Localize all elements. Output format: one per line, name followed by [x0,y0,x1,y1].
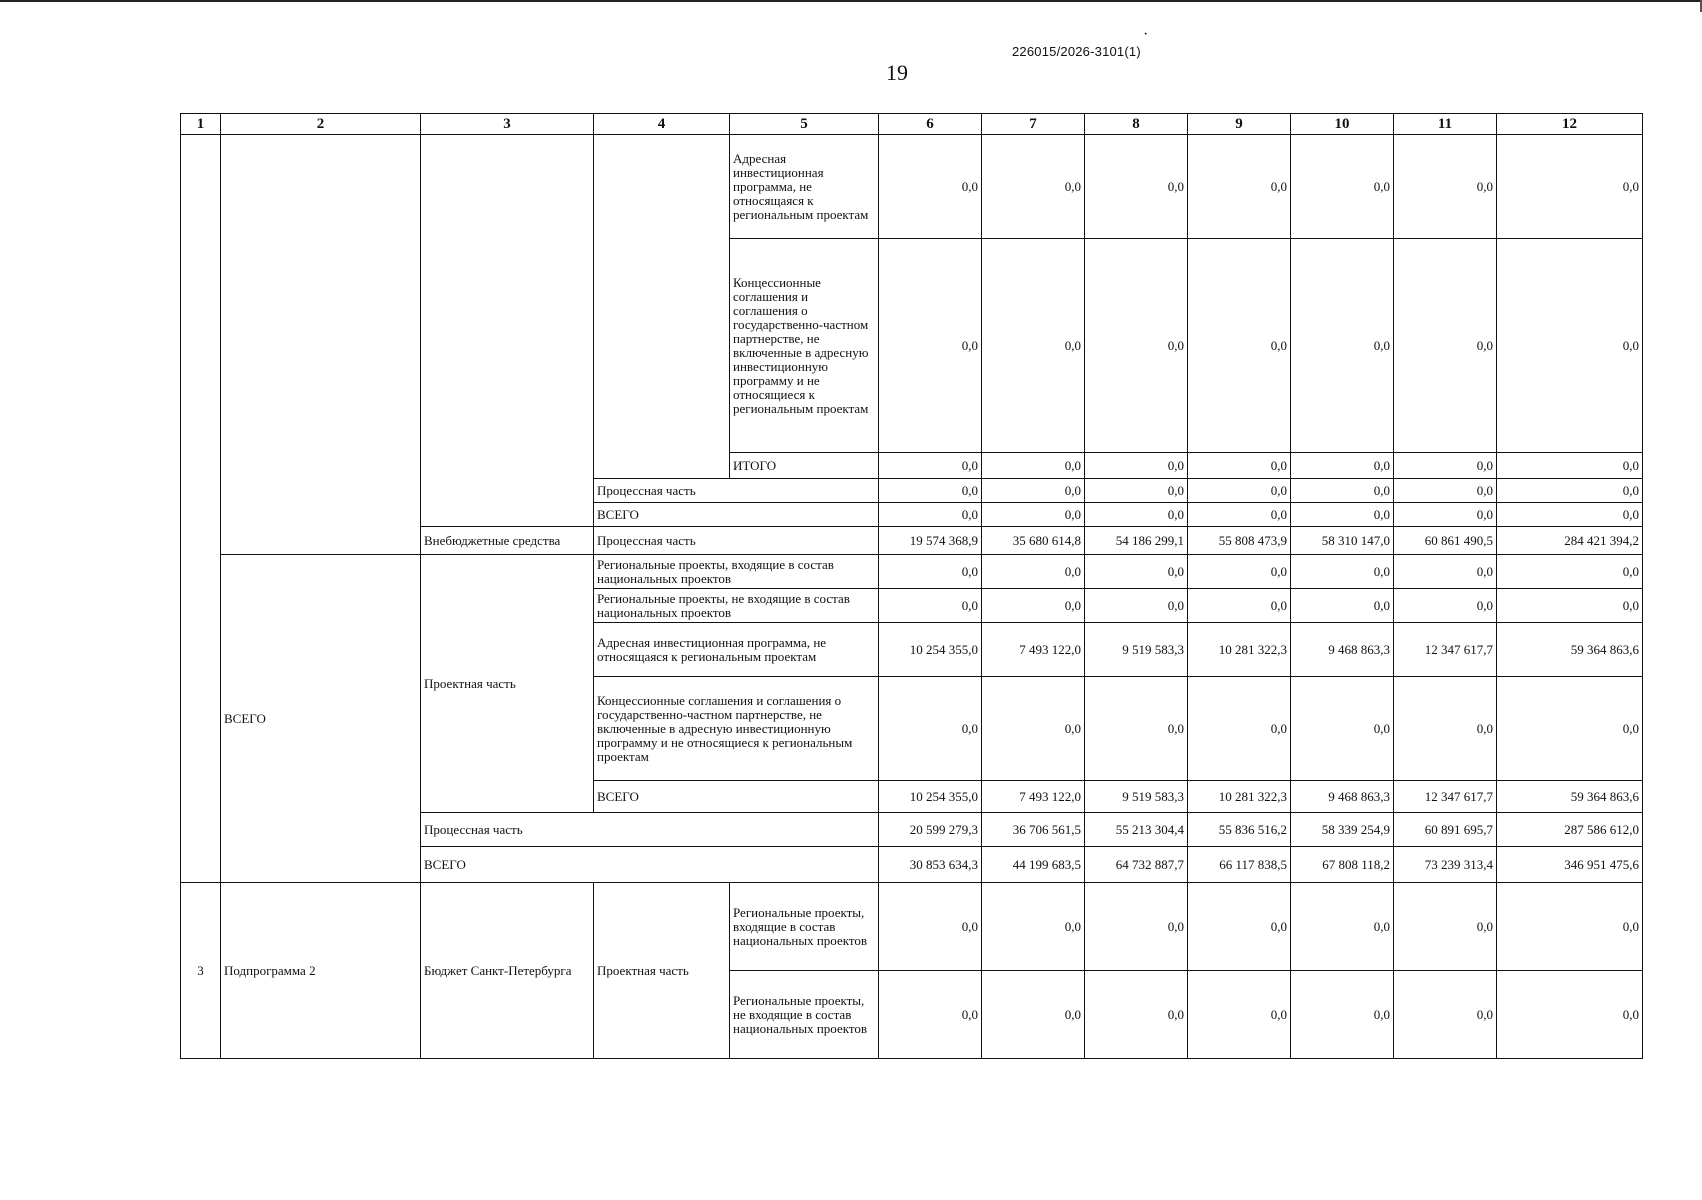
row-label: ВСЕГО [594,503,879,527]
value-cell: 0,0 [982,503,1085,527]
value-cell: 0,0 [982,453,1085,479]
row-label: Концессионные соглашения и соглашения о государственно-частном партнерстве, не включенные в адресную инвестиционную программу и не относящиеся к региональным проектам [594,677,879,781]
source-cell-continued [421,135,594,527]
value-cell: 0,0 [1188,883,1291,971]
financing-table [180,113,1643,1059]
value-cell: 0,0 [1291,479,1394,503]
value-cell: 9 468 863,3 [1291,781,1394,813]
value-cell: 0,0 [879,589,982,623]
value-cell: 0,0 [1085,971,1188,1059]
value-cell: 0,0 [1497,479,1643,503]
value-cell: 0,0 [879,971,982,1059]
page-number: 19 [886,60,908,85]
value-cell: 0,0 [1188,971,1291,1059]
column-number-row [181,114,1643,135]
value-cell: 20 599 279,3 [879,813,982,847]
column-number: 8 [1085,114,1188,135]
value-cell: 58 310 147,0 [1291,527,1394,555]
value-cell: 0,0 [982,589,1085,623]
value-cell: 0,0 [1188,589,1291,623]
row-label: Региональные проекты, не входящие в состав национальных проектов [594,589,879,623]
value-cell: 0,0 [1085,453,1188,479]
value-cell: 0,0 [1497,677,1643,781]
value-cell: 36 706 561,5 [982,813,1085,847]
column-number: 1 [181,114,221,135]
value-cell: 284 421 394,2 [1497,527,1643,555]
value-cell: 35 680 614,8 [982,527,1085,555]
value-cell: 0,0 [1085,677,1188,781]
value-cell: 55 213 304,4 [1085,813,1188,847]
value-cell: 9 519 583,3 [1085,623,1188,677]
value-cell: 0,0 [1291,503,1394,527]
value-cell: 0,0 [1394,453,1497,479]
document-id: 226015/2026-3101(1) [1012,44,1141,59]
value-cell: 0,0 [982,677,1085,781]
row-label: Адресная инвестиционная программа, не относящаяся к региональным проектам [594,623,879,677]
part-label: Проектная часть [594,883,730,1059]
row-label: Региональные проекты, входящие в состав национальных проектов [594,555,879,589]
value-cell: 0,0 [1497,503,1643,527]
column-number: 6 [879,114,982,135]
column-number: 11 [1394,114,1497,135]
value-cell: 0,0 [1188,479,1291,503]
value-cell: 0,0 [879,677,982,781]
value-cell: 0,0 [879,883,982,971]
value-cell: 54 186 299,1 [1085,527,1188,555]
value-cell: 0,0 [1188,135,1291,239]
table-row [181,883,1643,971]
value-cell: 0,0 [1497,589,1643,623]
value-cell: 66 117 838,5 [1188,847,1291,883]
value-cell: 0,0 [1497,883,1643,971]
value-cell: 0,0 [1394,589,1497,623]
value-cell: 0,0 [982,971,1085,1059]
value-cell: 0,0 [1188,239,1291,453]
value-cell: 9 519 583,3 [1085,781,1188,813]
value-cell: 60 891 695,7 [1394,813,1497,847]
value-cell: 0,0 [1291,883,1394,971]
value-cell: 0,0 [1085,589,1188,623]
value-cell: 0,0 [1085,135,1188,239]
part-label: Проектная часть [421,555,594,813]
row-label: Концессионные соглашения и соглашения о государственно-частном партнерстве, не включенные в адресную инвестиционную программу и не относящиеся к региональным проектам [730,239,879,453]
page-edge-line [0,0,1702,2]
value-cell: 0,0 [982,883,1085,971]
value-cell: 0,0 [1497,971,1643,1059]
row-number-cell [181,135,221,883]
program-label: ВСЕГО [221,555,421,883]
value-cell: 60 861 490,5 [1394,527,1497,555]
value-cell: 30 853 634,3 [879,847,982,883]
value-cell: 0,0 [879,555,982,589]
value-cell: 0,0 [1291,589,1394,623]
value-cell: 55 808 473,9 [1188,527,1291,555]
value-cell: 0,0 [1497,555,1643,589]
value-cell: 58 339 254,9 [1291,813,1394,847]
program-cell-continued [221,135,421,555]
value-cell: 0,0 [1291,239,1394,453]
row-label: Региональные проекты, входящие в состав национальных проектов [730,883,879,971]
table-row [181,555,1643,589]
source-label: Бюджет Санкт-Петербурга [421,883,594,1059]
value-cell: 0,0 [1188,555,1291,589]
value-cell: 64 732 887,7 [1085,847,1188,883]
row-number: 3 [181,883,221,1059]
value-cell: 346 951 475,6 [1497,847,1643,883]
value-cell: 10 281 322,3 [1188,623,1291,677]
value-cell: 0,0 [1188,503,1291,527]
value-cell: 0,0 [1394,677,1497,781]
stray-mark: · [1143,26,1149,43]
table-row [181,135,1643,239]
program-label: Подпрограмма 2 [221,883,421,1059]
value-cell: 0,0 [1497,239,1643,453]
value-cell: 287 586 612,0 [1497,813,1643,847]
value-cell: 19 574 368,9 [879,527,982,555]
value-cell: 59 364 863,6 [1497,623,1643,677]
value-cell: 10 281 322,3 [1188,781,1291,813]
value-cell: 0,0 [879,453,982,479]
row-label: ВСЕГО [421,847,879,883]
value-cell: 0,0 [1291,971,1394,1059]
value-cell: 0,0 [982,135,1085,239]
value-cell: 67 808 118,2 [1291,847,1394,883]
value-cell: 0,0 [1394,503,1497,527]
value-cell: 0,0 [1394,135,1497,239]
value-cell: 0,0 [1394,883,1497,971]
row-label: ИТОГО [730,453,879,479]
column-number: 4 [594,114,730,135]
value-cell: 0,0 [1394,479,1497,503]
value-cell: 0,0 [982,555,1085,589]
value-cell: 10 254 355,0 [879,623,982,677]
value-cell: 0,0 [879,503,982,527]
value-cell: 0,0 [1291,555,1394,589]
column-number: 2 [221,114,421,135]
value-cell: 0,0 [1085,503,1188,527]
value-cell: 0,0 [1291,135,1394,239]
value-cell: 0,0 [879,135,982,239]
value-cell: 0,0 [1291,453,1394,479]
value-cell: 0,0 [982,239,1085,453]
column-number: 3 [421,114,594,135]
value-cell: 0,0 [1394,555,1497,589]
value-cell: 0,0 [1188,453,1291,479]
value-cell: 0,0 [1085,883,1188,971]
value-cell: 0,0 [1188,677,1291,781]
value-cell: 12 347 617,7 [1394,781,1497,813]
value-cell: 7 493 122,0 [982,623,1085,677]
row-label: Адресная инвестиционная программа, не относящаяся к региональным проектам [730,135,879,239]
value-cell: 0,0 [879,239,982,453]
column-number: 10 [1291,114,1394,135]
value-cell: 0,0 [1085,239,1188,453]
column-number: 5 [730,114,879,135]
column-number: 7 [982,114,1085,135]
value-cell: 59 364 863,6 [1497,781,1643,813]
value-cell: 10 254 355,0 [879,781,982,813]
value-cell: 0,0 [1497,453,1643,479]
row-label: Процессная часть [421,813,879,847]
value-cell: 0,0 [1497,135,1643,239]
value-cell: 0,0 [1394,239,1497,453]
column-number: 9 [1188,114,1291,135]
row-label: Региональные проекты, не входящие в состав национальных проектов [730,971,879,1059]
part-cell-continued [594,135,730,479]
value-cell: 12 347 617,7 [1394,623,1497,677]
value-cell: 9 468 863,3 [1291,623,1394,677]
column-number: 12 [1497,114,1643,135]
value-cell: 0,0 [1085,555,1188,589]
value-cell: 7 493 122,0 [982,781,1085,813]
value-cell: 0,0 [982,479,1085,503]
value-cell: 0,0 [1394,971,1497,1059]
row-label: Процессная часть [594,527,879,555]
value-cell: 0,0 [1291,677,1394,781]
value-cell: 73 239 313,4 [1394,847,1497,883]
value-cell: 0,0 [879,479,982,503]
value-cell: 55 836 516,2 [1188,813,1291,847]
row-label: ВСЕГО [594,781,879,813]
source-label: Внебюджетные средства [421,527,594,555]
value-cell: 44 199 683,5 [982,847,1085,883]
row-label: Процессная часть [594,479,879,503]
value-cell: 0,0 [1085,479,1188,503]
